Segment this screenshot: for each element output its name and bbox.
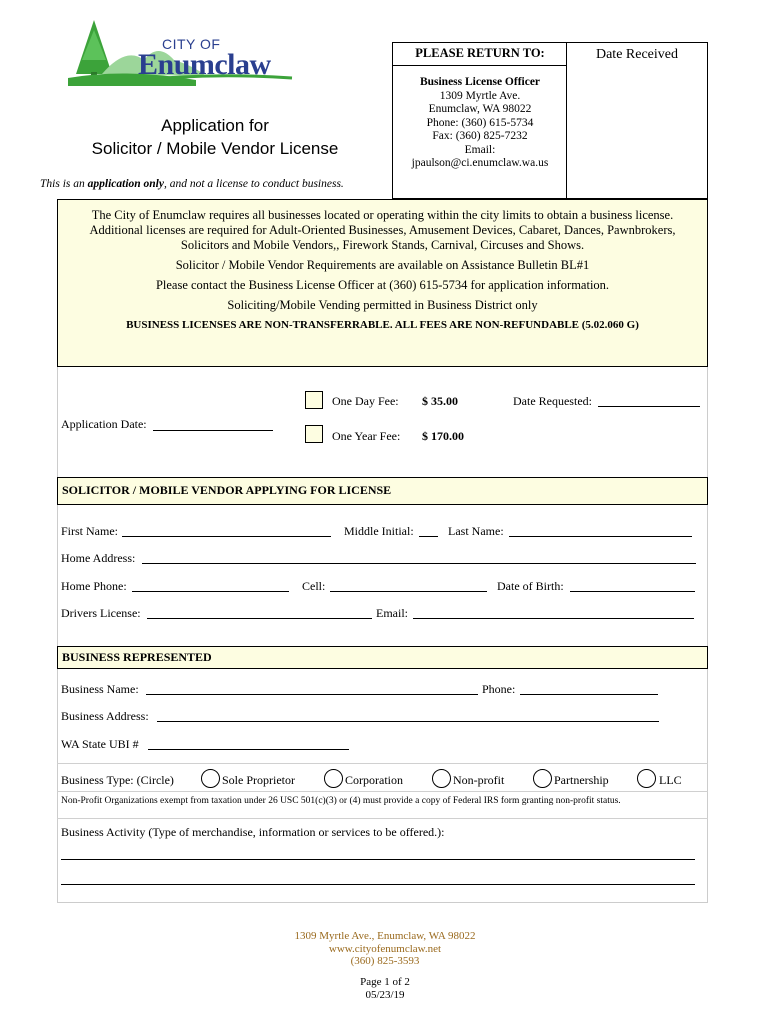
date-received-box[interactable]	[566, 42, 708, 199]
middle-initial-label: Middle Initial:	[344, 524, 414, 538]
business-phone-label: Phone:	[482, 682, 516, 696]
footer-address: 1309 Myrtle Ave., Enumclaw, WA 98022	[294, 930, 476, 942]
first-name-label: First Name:	[61, 524, 118, 538]
footer-website[interactable]: www.cityofenumclaw.net	[328, 942, 442, 955]
first-name-input[interactable]	[122, 536, 331, 537]
type-non-profit: Non-profit	[453, 773, 505, 787]
one-year-fee-label: One Year Fee:	[332, 429, 401, 443]
home-phone-input[interactable]	[132, 591, 289, 592]
business-name-label: Business Name:	[61, 682, 139, 696]
applicant-section-header: SOLICITOR / MOBILE VENDOR APPLYING FOR LICENSE	[57, 477, 708, 505]
return-email-label: Email:	[464, 143, 496, 156]
date-requested-label: Date Requested:	[513, 394, 592, 408]
ubi-label: WA State UBI #	[61, 737, 139, 751]
business-section-header: BUSINESS REPRESENTED	[57, 646, 708, 669]
middle-initial-input[interactable]	[419, 536, 438, 537]
dob-label: Date of Birth:	[497, 579, 564, 593]
notice-contact: Please contact the Business License Officer at (360) 615-5734 for application information.	[155, 278, 610, 292]
last-name-label: Last Name:	[448, 524, 504, 538]
drivers-license-input[interactable]	[147, 618, 372, 619]
notice-district: Soliciting/Mobile Vending permitted in Business District only	[227, 298, 538, 312]
type-partnership: Partnership	[554, 773, 609, 787]
one-year-fee-checkbox[interactable]	[305, 425, 323, 443]
page-title-line1: Application for	[161, 116, 269, 135]
radio-corporation[interactable]	[324, 769, 343, 788]
last-name-input[interactable]	[509, 536, 692, 537]
logo-name-text: Enumclaw	[138, 48, 271, 81]
one-day-fee-label: One Day Fee:	[332, 394, 399, 408]
one-day-fee-amount: $ 35.00	[422, 394, 458, 408]
business-activity-input-line2[interactable]	[61, 884, 695, 885]
page-number: Page 1 of 2	[360, 976, 410, 988]
one-year-fee-amount: $ 170.00	[422, 429, 464, 443]
footer-contact	[0, 930, 770, 968]
radio-non-profit[interactable]	[432, 769, 451, 788]
date-received-label: Date Received	[595, 47, 678, 62]
radio-partnership[interactable]	[533, 769, 552, 788]
disclaimer: This is an application only, and not a license to conduct business.	[40, 178, 344, 190]
return-heading: PLEASE RETURN TO:	[415, 46, 545, 60]
business-name-input[interactable]	[146, 694, 478, 695]
email-input[interactable]	[413, 618, 694, 619]
dob-input[interactable]	[570, 591, 695, 592]
return-to-box	[392, 42, 567, 199]
notice-box	[57, 199, 708, 367]
business-phone-input[interactable]	[520, 694, 658, 695]
type-corporation: Corporation	[345, 773, 403, 787]
notice-fees: BUSINESS LICENSES ARE NON-TRANSFERRABLE. ALL FEES ARE NON-REFUNDABLE (5.02.060 G)	[126, 319, 639, 331]
date-requested-input[interactable]	[598, 406, 700, 407]
revision-date: 05/23/19	[365, 988, 405, 1001]
page-title-line2: Solicitor / Mobile Vendor License	[91, 139, 339, 158]
home-phone-label: Home Phone:	[61, 579, 127, 593]
one-day-fee-checkbox[interactable]	[305, 391, 323, 409]
drivers-license-label: Drivers License:	[61, 606, 141, 620]
page-info	[0, 976, 770, 1001]
business-type-label: Business Type: (Circle)	[61, 773, 174, 787]
return-email: jpaulson@ci.enumclaw.wa.us	[411, 157, 549, 169]
home-address-input[interactable]	[142, 563, 696, 564]
type-llc: LLC	[659, 773, 682, 787]
home-address-label: Home Address:	[61, 551, 136, 565]
return-phone: Phone: (360) 615-5734	[426, 116, 534, 129]
radio-llc[interactable]	[637, 769, 656, 788]
application-date-input[interactable]	[153, 430, 273, 431]
application-date-label: Application Date:	[61, 417, 147, 431]
form-frame	[57, 367, 708, 903]
cell-input[interactable]	[330, 591, 487, 592]
cell-label: Cell:	[302, 579, 326, 593]
nonprofit-note: Non-Profit Organizations exempt from taxation under 26 USC 501(c)(3) or (4) must provide a copy of Federal IRS form granting non-profit status.	[61, 796, 621, 806]
email-label: Email:	[376, 606, 408, 620]
logo-city-text: CITY OF	[162, 36, 221, 52]
ubi-input[interactable]	[148, 749, 349, 750]
city-logo	[66, 16, 294, 86]
return-address1: 1309 Myrtle Ave.	[439, 89, 521, 102]
return-officer: Business License Officer	[419, 76, 541, 88]
notice-bulletin: Solicitor / Mobile Vendor Requirements are available on Assistance Bulletin BL#1	[175, 258, 590, 272]
business-activity-input-line1[interactable]	[61, 859, 695, 860]
business-activity-label: Business Activity (Type of merchandise, information or services to be offered.):	[61, 825, 445, 839]
business-address-label: Business Address:	[61, 709, 149, 723]
footer-phone: (360) 825-3593	[350, 955, 420, 967]
business-address-input[interactable]	[157, 721, 659, 722]
return-address2: Enumclaw, WA 98022	[428, 103, 532, 115]
radio-sole-proprietor[interactable]	[201, 769, 220, 788]
type-sole-proprietor: Sole Proprietor	[222, 773, 295, 787]
notice-requirements: The City of Enumclaw requires all businesses located or operating within the city limits to obtain a business license. Additional licenses are required for Adult-Oriented Businesses, Amusement Devices, Cabaret, Dances, Pawnbrokers, Solicitors and Mobile Vendors,, Firework Stands, Carnival, Circuses and Shows.	[89, 208, 676, 252]
return-fax: Fax: (360) 825-7232	[432, 130, 528, 142]
